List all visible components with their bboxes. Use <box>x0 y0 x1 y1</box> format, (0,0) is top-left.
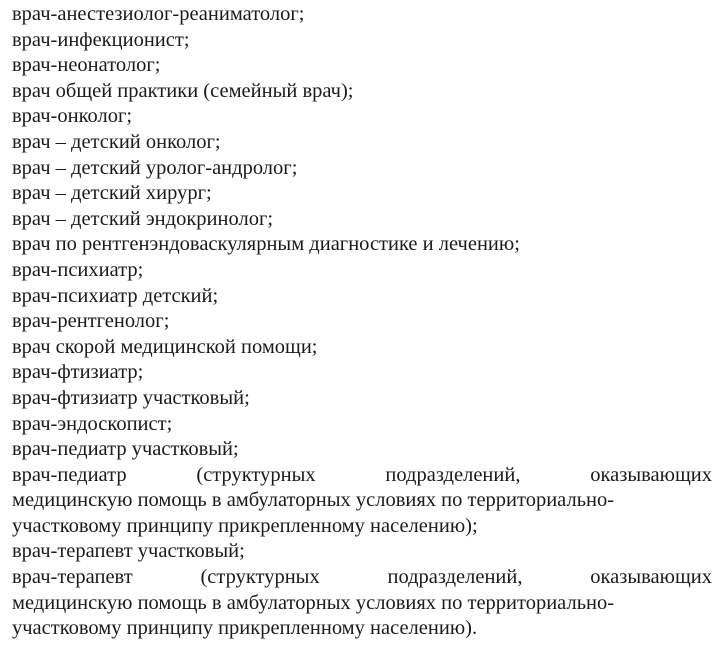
list-item: врач-эндоскопист; <box>12 412 173 435</box>
list-item-pediatr-block <box>12 463 712 540</box>
text-line: участковому принципу прикрепленному населению). <box>12 617 478 640</box>
list-item: врач-психиатр; <box>12 258 144 281</box>
list-item: врач по рентгенэндоваскулярным диагностике и лечению; <box>12 233 520 256</box>
text-line: участковому принципу прикрепленному населению); <box>12 514 478 537</box>
word: подразделений, <box>385 463 521 486</box>
word: подразделений, <box>387 566 523 589</box>
list-item: врач-онколог; <box>12 105 133 128</box>
text-line: медицинскую помощь в амбулаторных условиях по территориально- <box>12 489 615 512</box>
list-item: врач-терапевт участковый; <box>12 540 245 563</box>
list-item: врач – детский хирург; <box>12 182 212 205</box>
text-line: медицинскую помощь в амбулаторных условиях по территориально- <box>12 591 615 614</box>
list-item: врач-инфекционист; <box>12 28 190 51</box>
list-item: врач-рентгенолог; <box>12 310 170 333</box>
list-item: врач-педиатр участковый; <box>12 438 239 461</box>
justified-line <box>12 565 712 591</box>
list-item: врач-психиатр детский; <box>12 284 219 307</box>
word: (структурных <box>200 566 320 589</box>
list-item-terapevt-block <box>12 565 712 642</box>
word: врач-педиатр <box>12 463 127 486</box>
list-item: врач – детский эндокринолог; <box>12 207 274 230</box>
word: оказывающих <box>590 566 712 589</box>
word: (структурных <box>196 463 316 486</box>
list-item: врач общей практики (семейный врач); <box>12 79 354 102</box>
list-item: врач – детский онколог; <box>12 130 221 153</box>
list-item: врач-фтизиатр участковый; <box>12 386 250 409</box>
document-page <box>12 0 712 642</box>
word: оказывающих <box>590 463 712 486</box>
justified-line <box>12 463 712 489</box>
list-item: врач-анестезиолог-реаниматолог; <box>12 3 305 25</box>
word: врач-терапевт <box>12 566 133 589</box>
list-item: врач-фтизиатр; <box>12 361 144 384</box>
list-item: врач-неонатолог; <box>12 54 161 77</box>
list-item: врач – детский уролог-андролог; <box>12 156 298 179</box>
list-item: врач скорой медицинской помощи; <box>12 335 318 358</box>
